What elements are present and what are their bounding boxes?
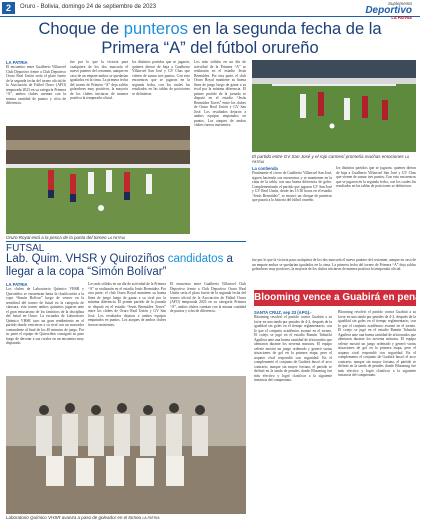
headline-main-before: Choque de [38,20,124,38]
logo-main: Deportivo [365,5,412,16]
article1-col1-text: El encuentro entre Gualberto Villarroel Club Deportivo frente a Club Deportivo Oruro Real Unión sería el plato fuerte de la segunda fecha del torneo oficial de la Asociación de Fútbol Oruro (AFO) temporada 2023 en su categoría Primera “A”, ambos clubes cuentan con la misma cantidad de puntos y cifra de diferencia. [6,65,66,105]
section-divider [6,241,246,242]
article3-tag: SANTA CRUZ, sep 23 (APG).- [254,310,312,315]
photo-oruro-royal-image [6,126,190,234]
photo-gv-san-jose-caption-text: El partido entre GV San José y el rojo carmesí prometía muchas emociones [252,154,404,159]
photo-oruro-royal-caption-text: Oruro Royal está a la pesca de la punta del torneo [6,235,107,240]
article1-col4: Los más sólidos en un día de actividad de la Primera “A” se realizarán en el estadio Jesús Bermúdez. Por otra parte, el club Oruro Royal mantiene su buena línea de juego luego de ganar a su rival por la mínima diferencia. El primer partido de la jornada se disputó en el estadio “Jesús Bermúdez Torres” entre los clubes de Oruro Real Unión y GV San José. Los resultados dejaron a ambos equipos empatados en puntos. Los ataques de ambos clubes fueron insistentes. [194,60,246,127]
article3-col2: Blooming resolvió el partido contra Guabirá a su favor en una tanda por penales de 4-2, después de la igualdad sin goles en el tiempo reglamentario, con lo que el conjunto académico avanzó en el torneo. El cotejo se jugó en el estadio Ramón Tahuichi Aguilera ante una buena cantidad de aficionados que alentaron durante los noventa minutos. El equipo celeste mostró un juego ordenado y generó varias situaciones de gol en la primera etapa, pero el arquero rival respondió con seguridad. En el complemento el conjunto de Guabirá buscó el arco contrario, aunque sin mayor fortuna, el partido se definió en la tanda de penales donde Blooming fue más efectivo y logró clasificar a la siguiente instancia del campeonato. [338,310,416,377]
headline-futsal-before: Lab. Quim. VHSR y Quiroziños [6,253,168,265]
article3-text: Blooming resolvió el partido contra Guabirá a su favor en una tanda por penales de 4-2, después de la igualdad sin goles en el tiempo reglamentario, con lo que el conjunto académico avanzó en el torneo. El cotejo se jugó en el estadio Ramón Tahuichi Aguilera ante una buena cantidad de aficionados que alentaron durante los noventa minutos. El equipo celeste mostró un juego ordenado y generó varias situaciones de gol en la primera etapa, pero el arquero rival respondió con seguridad. En el complemento el conjunto de Guabirá buscó el arco contrario, aunque sin mayor fortuna, el partido se definió en la tanda de penales donde Blooming fue más efectivo y logró clasificar a la siguiente instancia del campeonato. [254,315,332,382]
photo-oruro-royal [6,126,190,234]
section-kicker: FUTSAL [6,243,45,254]
photo-gv-san-jose-image [252,60,416,152]
photo-laboratorio-quimico-caption-text: Laboratorio Químico VHSR avanza a paso de goleador en el torneo [6,515,142,520]
article1-right-tag: La contienda [252,166,278,171]
article1-right-col2: los distintos partidos que se jugaron, quienes dieron de baja a Gualberto Villarroel San José y GV Chas que vienen de sumar tres puntos. Con esto encuentros que se jugaron en la segunda fecha, con los cuales los resultados en las tablas de posiciones se definieron. [336,166,416,188]
headline-futsal-after: a llegar a la copa “Simón Bolívar” [6,253,233,278]
blooming-headline-banner: Blooming vence a Guabirá en penales [254,290,416,306]
article1-tag: LA PATRIA [6,60,28,65]
photo-laboratorio-quimico-credit: LA PATRIA [142,516,160,520]
article2-tag: LA PATRIA [6,282,28,287]
photo-laboratorio-quimico-image [6,376,246,514]
edition-date: Oruro - Bolivia, domingo 24 de septiembre de 2023 [20,4,157,10]
page-number: 2 [2,2,15,14]
page-header [0,0,420,20]
headline-main-highlight: punteros [123,20,188,38]
article2-text: Los clubes de Laboratorio Químico VHSR y Quiroziños se encuentran hasta la clasificación a la copa “Simón Bolívar” luego de vencer en la semifinal del torneo de futsal en la categoría de clausura, este torneo ambos quintetos jugaron ante el gran entusiasmo de los fanáticos de la disciplina del futsal en Oruro. La escuadra de Laboratorio Químico VHSR tuvo un gran rendimiento en el partido donde vencieron a su rival con un marcador contundente al final de los 40 minutos de juego. Por su parte el equipo de Quiroziños consiguió su pase luego de derrotar a sus rivales en un encuentro muy disputado. [6,287,84,345]
photo-gv-san-jose [252,60,416,152]
photo-gv-san-jose-credit: LA PATRIA [252,155,409,164]
headline-main [8,20,412,58]
logo-sub: LA PATRIA [391,15,412,20]
section-logo [365,1,412,20]
photo-laboratorio-quimico [6,376,246,514]
article2-col2: Los más sólidos en un día de actividad de la Primera “A” se realizarán en el estadio Jesús Bermúdez. Por otra parte, el club Oruro Royal mantiene su buena línea de juego luego de ganar a su rival por la mínima diferencia. El primer partido de la jornada se disputó en el estadio “Jesús Bermúdez Torres” entre los clubes de Oruro Real Unión y GV San José. Los resultados dejaron a ambos equipos empatados en puntos. Los ataques de ambos clubes fueron insistentes. [88,282,166,327]
article1-col3: los distintos partidos que se jugaron, quienes dieron de baja a Gualberto Villarroel San José y GV Chas que vienen de sumar tres puntos. Con esto encuentros que se jugaron en la segunda fecha, con los cuales los resultados en las tablas de posiciones se definieron. [132,60,190,96]
photo-oruro-royal-credit: LA PATRIA [107,236,126,240]
photo-gv-san-jose-caption [252,154,416,164]
article2-col3: El encuentro entre Gualberto Villarroel Club Deportivo frente a Club Deportivo Oruro Real Unión sería el plato fuerte de la segunda fecha del torneo oficial de la Asociación de Fútbol Oruro (AFO) temporada 2023 en su categoría Primera “A”, ambos clubes cuentan con la misma cantidad de puntos y cifra de diferencia. [170,282,246,313]
headline-futsal-highlight: candidatos [167,253,224,265]
article3-col1 [254,310,332,522]
headline-main-after: en la segunda fecha de la Primera “A” del fútbol orureño [101,20,382,57]
article1-right-text: Finalmente el cierre de Gualberto Villarroel San José, siguen haciendo sus encuentros y se mantienen en la cima de la tabla, con una buena diferencia de goles. Complementando el partido que jugaron GV San José y GV Real Unión, desde las 15:30 horas en el estadio “Jesús Bermúdez”, se mostró un choque de punteros que pasará a la historia del fútbol orureño. [252,171,332,202]
article1-right-extra: fue por lo que la victoria para cualquiera de los dos marcaría el nuevo puntero del certamen, aunque en caso de un empate ambos se quedarían igualados en la cima. La primera fecha del torneo de Primera “A” deja saldos goleadores muy positivos, la mayoría de los clubes iniciaron de manera positiva la temporada oficial. [252,258,416,271]
article2-col1 [6,282,84,374]
headline-futsal [6,253,246,279]
photo-oruro-royal-caption [6,235,190,240]
photo-laboratorio-quimico-caption [6,515,246,520]
logo-super: Suplemento [387,1,412,6]
article1-col2: fue por lo que la victoria para cualquiera de los dos marcaría el nuevo puntero del certamen, aunque en caso de un empate ambos se quedarían igualados en la cima. La primera fecha del torneo de Primera “A” deja saldos goleadores muy positivos, la mayoría de los clubes iniciaron de manera positiva la temporada oficial. [70,60,128,100]
